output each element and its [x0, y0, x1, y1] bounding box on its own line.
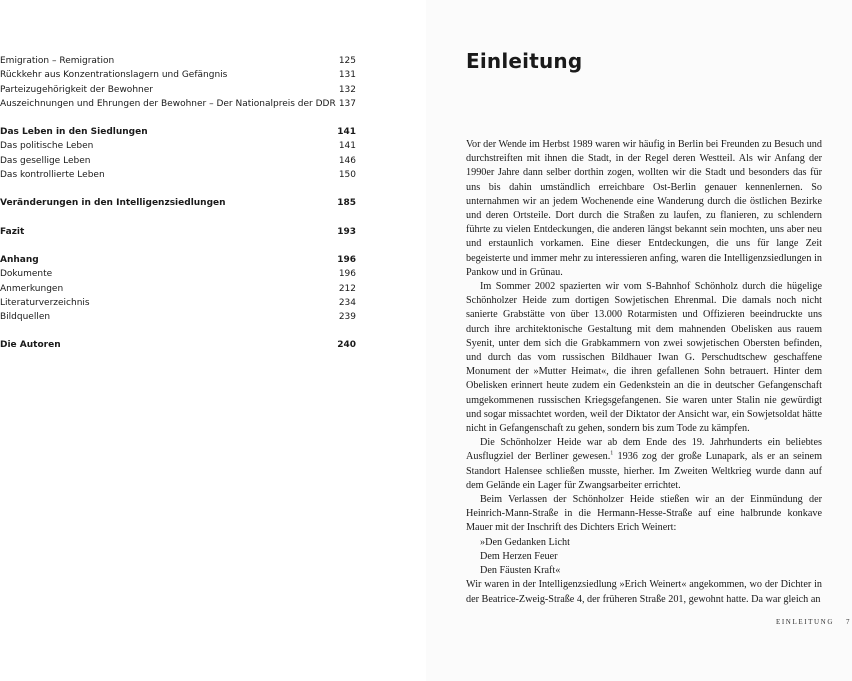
toc-entry-title: Literaturverzeichnis [0, 297, 90, 308]
table-of-contents [0, 54, 356, 353]
toc-entry-page: 185 [337, 198, 356, 209]
toc-section-heading[interactable] [0, 253, 356, 267]
toc-entry-page: 196 [337, 254, 356, 265]
toc-entry-title: Rückkehr aus Konzentrationslagern und Gefängnis [0, 70, 228, 81]
toc-entry[interactable] [0, 296, 356, 310]
toc-section-heading[interactable] [0, 196, 356, 210]
toc-entry-title: Dokumente [0, 269, 53, 280]
toc-entry-title: Das politische Leben [0, 141, 94, 152]
toc-section-heading[interactable] [0, 225, 356, 239]
toc-entry[interactable] [0, 282, 356, 296]
toc-entry-title: Anmerkungen [0, 283, 64, 294]
toc-section-heading[interactable] [0, 338, 356, 352]
running-head: EINLEITUNG [776, 618, 834, 626]
toc-entry[interactable] [0, 68, 356, 82]
toc-entry-page: 146 [338, 155, 356, 166]
toc-entry-page: 137 [338, 98, 356, 109]
toc-entry-page: 193 [337, 226, 356, 237]
poem-line: »Den Gedanken Licht [480, 536, 570, 548]
footnote-marker[interactable]: 1 [610, 451, 614, 458]
poem-inscription [466, 536, 822, 579]
toc-section-heading[interactable] [0, 125, 356, 139]
toc-entry[interactable] [0, 154, 356, 168]
chapter-title: Einleitung [466, 49, 583, 73]
paragraph-text: Die Schönholzer Heide war ab dem Ende des 19. Jahrhunderts ein beliebtes Ausflugziel der Berliner gewesen. [466, 437, 822, 463]
toc-entry-title: Das Leben in den Siedlungen [0, 127, 148, 138]
paragraph: Wir waren in der Intelligenzsiedlung »Erich Weinert« angekommen, wo der Dichter in der Beatrice-Zweig-Straße 4, der früheren Straße 201, gewohnt hatte. Da war gleich an [466, 579, 822, 605]
toc-entry[interactable] [0, 83, 356, 97]
toc-entry-title: Parteizugehörigkeit der Bewohner [0, 84, 153, 95]
toc-entry-title: Das kontrollierte Leben [0, 170, 105, 181]
paragraph: Beim Verlassen der Schönholzer Heide stießen wir an der Einmündung der Heinrich-Mann-Straße in die Hermann-Hesse-Straße auf eine halbrunde konkave Mauer mit der Inschrift des Dichters Erich Weinert: [466, 494, 822, 534]
toc-entry-page: 239 [338, 312, 356, 323]
toc-entry[interactable] [0, 310, 356, 324]
toc-entry[interactable] [0, 54, 356, 68]
chapter-body [466, 138, 822, 607]
toc-entry-page: 234 [338, 297, 356, 308]
toc-entry-title: Die Autoren [0, 340, 61, 351]
toc-entry-title: Fazit [0, 226, 25, 237]
paragraph [466, 436, 822, 493]
toc-entry-page: 196 [338, 269, 356, 280]
poem-line: Dem Herzen Feuer [480, 550, 558, 562]
paragraph: Vor der Wende im Herbst 1989 waren wir häufig in Berlin bei Freunden zu Besuch und durchstreiften mit ihnen die Stadt, in der Regel deren Westteil. Als wir Anfang der 1990er Jahre dann selber dorthin zogen, wollten wir die Stadt und besonders das für uns bis dahin umständlich erreichbare Ost-Berlin genauer kennenlernen. So unternahmen wir an jedem Wochenende eine Wanderung durch die östlichen Bezirke und deren Ortsteile. Dort durch die Straßen zu laufen, zu flanieren, zu schlendern führte zu vielen Entdeckungen, die anderen längst bekannt sein mochten, uns aber neu und erstaunlich vorkamen. Eine dieser Entdeckungen, die uns für lange Zeit begeisterte und immer mehr zu interessieren anfing, waren die Intelligenzsiedlungen in Pankow und in Grünau. [466, 139, 822, 278]
toc-entry-title: Das gesellige Leben [0, 155, 91, 166]
toc-entry-page: 132 [338, 84, 356, 95]
toc-entry-page: 240 [337, 340, 356, 351]
poem-line: Den Fäusten Kraft« [480, 565, 561, 577]
toc-entry-page: 212 [338, 283, 356, 294]
right-page [426, 0, 852, 681]
toc-entry[interactable] [0, 168, 356, 182]
page-number: 7 [846, 618, 850, 626]
toc-entry-title: Veränderungen in den Intelligenzsiedlungen [0, 198, 226, 209]
toc-entry-page: 131 [338, 70, 356, 81]
toc-entry[interactable] [0, 267, 356, 281]
toc-entry-page: 150 [338, 170, 356, 181]
paragraph: Im Sommer 2002 spazierten wir vom S-Bahnhof Schönholz durch die hügelige Schönholzer Heide zum dortigen Sowjetischen Ehrenmal. Die damals noch nicht sanierte Grabstätte von über 13.000 Rotarmisten und Offizieren beeindruckte uns durch ihre architektonische Gestaltung mit dem mahnenden Obelisken aus rauem Syenit, unter dem sich die Grabkammern von zwei sowjetischen Obersten befinden, und durch das vom russischen Bildhauer Iwan G. Perschudtschew geschaffene Monument der »Mutter Heimat«, die ihren gefallenen Sohn betrauert. Hinter dem Obelisken erinnert heute zudem ein Gedenkstein an die in deutscher Gefangenschaft umgekommenen russischen Kriegsgefangenen. Sie waren unter Stalin nie gewürdigt und sogar missachtet worden, weil der Diktator der Ansicht war, ein Sowjetsoldat hätte nicht in Gefangenschaft zu gehen, sondern bis zum Tode zu kämpfen. [466, 281, 822, 435]
toc-entry-page: 141 [337, 127, 356, 138]
toc-entry-title: Emigration – Remigration [0, 56, 115, 66]
toc-entry[interactable] [0, 139, 356, 153]
toc-entry-page: 141 [338, 141, 356, 152]
paragraph-text: 1936 zog der große Lunapark, als er an seinem Standort Halensee schließen musste, hierher. Im Zweiten Weltkrieg wurde dann auf dem Gelände ein Lager für Zwangsarbeiter errichtet. [466, 451, 822, 491]
toc-entry-page: 125 [338, 56, 356, 66]
toc-entry-title: Bildquellen [0, 312, 51, 323]
toc-entry-title: Auszeichnungen und Ehrungen der Bewohner – Der Nationalpreis der DDR [0, 98, 336, 109]
toc-entry-title: Anhang [0, 254, 39, 265]
toc-entry[interactable] [0, 97, 356, 111]
